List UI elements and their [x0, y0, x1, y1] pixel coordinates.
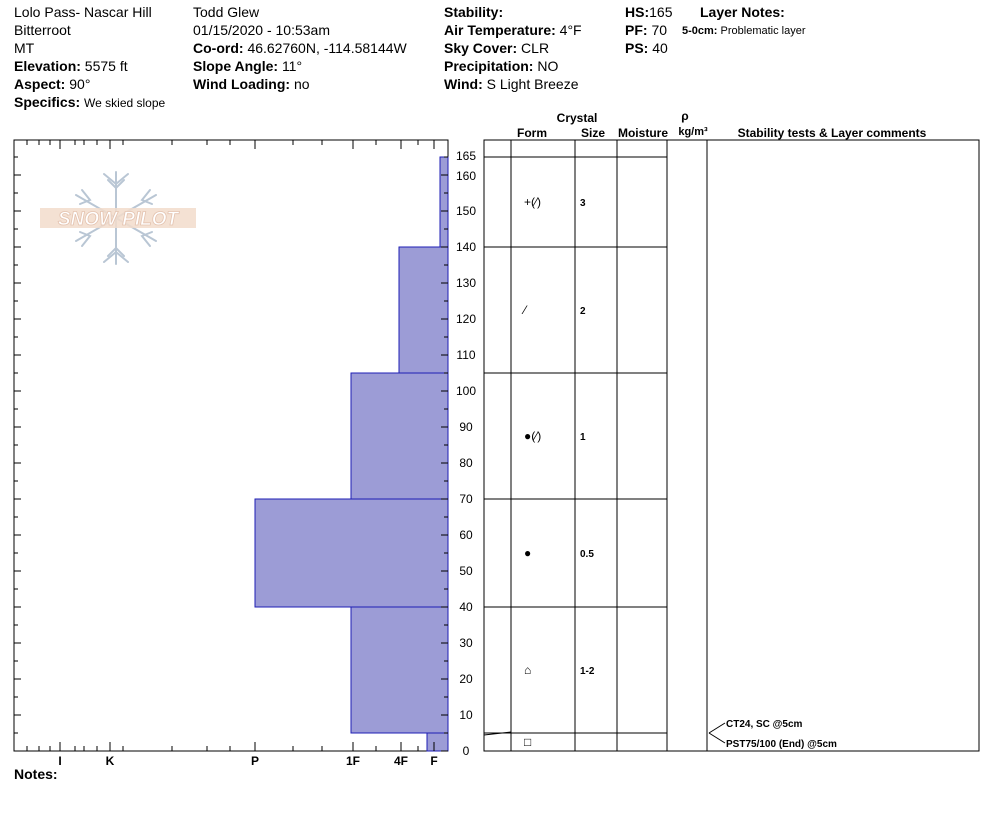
ps-value: 40 [652, 40, 668, 56]
depth-tick-label: 165 [455, 149, 477, 163]
layer-grain-form: ⌂ [524, 663, 532, 677]
layer-grain-size: 1-2 [580, 666, 595, 677]
slope-value: 11° [281, 58, 303, 74]
layer-grain-form: ●(⁄) [524, 429, 542, 443]
depth-tick-label: 10 [459, 708, 473, 722]
size-header: Size [580, 126, 606, 140]
layer-grain-form: +(⁄) [524, 195, 542, 209]
slope-label: Slope Angle: [193, 58, 279, 74]
stability-test-label: CT24, SC @5cm [726, 719, 803, 730]
hardness-tick-label: P [250, 754, 260, 768]
depth-tick-label: 120 [455, 312, 477, 326]
hardness-tick-label: I [58, 754, 62, 768]
depth-tick-label: 0 [462, 744, 470, 758]
column-headers [517, 109, 927, 140]
observer: Todd Glew [193, 4, 260, 20]
layer-table [484, 140, 707, 751]
hardness-tick-label: F [430, 754, 438, 768]
depth-tick-label: 80 [459, 456, 473, 470]
depth-tick-label: 130 [455, 276, 477, 290]
sky-value: CLR [521, 40, 550, 56]
depth-tick-label: 100 [455, 384, 477, 398]
stability-test-label: PST75/100 (End) @5cm [726, 739, 837, 750]
aspect-label: Aspect: [14, 76, 66, 92]
precip-label: Precipitation: [444, 58, 534, 74]
hardness-bar [427, 733, 448, 751]
depth-tick-label: 20 [459, 672, 473, 686]
logo-text: SNOW PILOT [57, 209, 179, 230]
layer-grain-form: □ [524, 735, 532, 749]
location-name: Lolo Pass- Nascar Hill [14, 4, 152, 20]
table-panel-border [484, 140, 979, 751]
density-unit-header: kg/m³ [678, 126, 708, 138]
notes-label: Notes: [14, 766, 58, 782]
coord-value: 46.62760N, -114.58144W [247, 40, 407, 56]
aspect-value: 90° [69, 76, 91, 92]
hardness-bar [440, 157, 448, 247]
state: MT [14, 40, 35, 56]
depth-tick-label: 50 [459, 564, 473, 578]
hardness-tick-label: 4F [393, 754, 409, 768]
layer-grain-form: ● [524, 546, 532, 560]
test-pointer [709, 733, 725, 743]
test-pointer [709, 723, 725, 733]
hardness-bar [351, 373, 448, 499]
layer-note-text: Problematic layer [720, 25, 806, 37]
hs-value: 165 [649, 4, 673, 20]
hardness-tick-label: 1F [345, 754, 361, 768]
crystal-header: Crystal [556, 111, 598, 125]
datetime: 01/15/2020 - 10:53am [193, 22, 330, 38]
moisture-header: Moisture [617, 126, 669, 140]
depth-tick-label: 150 [455, 204, 477, 218]
stability-header: Stability tests & Layer comments [737, 126, 927, 140]
elevation-value: 5575 ft [84, 58, 128, 74]
ps-label: PS: [625, 40, 649, 56]
specifics-label: Specifics: [14, 94, 81, 110]
wind-label: Wind: [444, 76, 483, 92]
air-temp-label: Air Temperature: [444, 22, 556, 38]
depth-tick-label: 30 [459, 636, 473, 650]
hardness-bars [255, 157, 448, 751]
layer-notes-label: Layer Notes: [700, 4, 785, 20]
hs-label: HS: [625, 4, 650, 20]
rho-header: ρ [681, 109, 689, 123]
hardness-tick-label: K [105, 754, 115, 768]
depth-tick-label: 70 [459, 492, 473, 506]
layer-note-range: 5-0cm: [682, 25, 718, 37]
air-temp-value: 4°F [559, 22, 582, 38]
layer-grain-size: 1 [580, 432, 586, 443]
depth-tick-label: 90 [459, 420, 473, 434]
depth-tick-label: 40 [459, 600, 473, 614]
hardness-bar [351, 607, 448, 733]
precip-value: NO [537, 58, 559, 74]
sky-label: Sky Cover: [444, 40, 518, 56]
wind-value: S Light Breeze [486, 76, 579, 92]
stability-label: Stability: [444, 4, 504, 20]
layer-grain-size: 3 [580, 198, 586, 209]
depth-tick-label: 110 [456, 348, 476, 362]
pf-value: 70 [651, 22, 668, 38]
depth-tick-label: 160 [455, 169, 477, 183]
hardness-bar [255, 499, 448, 607]
depth-tick-label: 140 [455, 240, 477, 254]
hardness-bar [399, 247, 448, 373]
pf-label: PF: [625, 22, 648, 38]
layer-grain-size: 0.5 [580, 549, 594, 560]
elevation-label: Elevation: [14, 58, 81, 74]
specifics-value: We skied slope [84, 96, 166, 110]
chart-frame [14, 140, 979, 751]
wind-loading-value: no [293, 76, 310, 92]
mountain-range: Bitterroot [14, 22, 71, 38]
layer-grain-size: 2 [580, 306, 586, 317]
form-header: Form [517, 126, 547, 140]
stability-tests [484, 719, 837, 750]
wind-loading-label: Wind Loading: [193, 76, 291, 92]
depth-tick-label: 60 [459, 528, 473, 542]
coord-label: Co-ord: [193, 40, 244, 56]
layer-grain-form: ⁄ [524, 303, 527, 317]
